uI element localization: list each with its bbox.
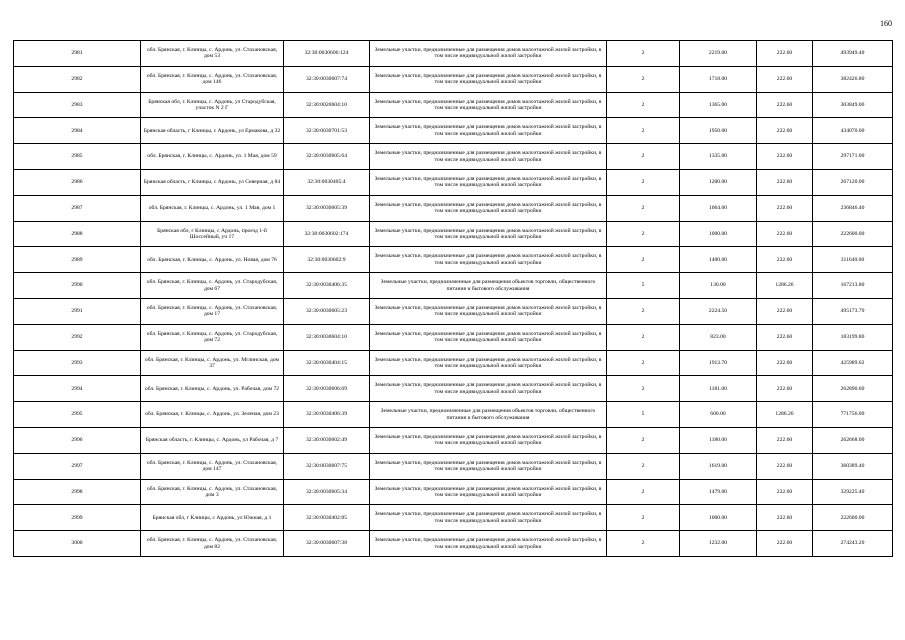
rate-cell: 222.60 xyxy=(757,531,813,557)
group-cell: 2 xyxy=(607,41,680,67)
table-row xyxy=(14,324,893,350)
rate-cell: 1286.26 xyxy=(757,273,813,299)
address-cell: обл. Брянская, г. Клинцы, с. Ардонь, ул. Мглинская, дом 37 xyxy=(141,350,284,376)
group-cell: 2 xyxy=(607,427,680,453)
area-cell: 2219.00 xyxy=(680,41,757,67)
group-cell: 2 xyxy=(607,479,680,505)
group-cell: 2 xyxy=(607,92,680,118)
table-row xyxy=(14,66,893,92)
table-row xyxy=(14,118,893,144)
address-cell: Брянская область, г. Клинцы, с. Ардонь, ул Рабочая, д 7 xyxy=(141,427,284,453)
rate-cell: 222.60 xyxy=(757,169,813,195)
row-number-cell: 2996 xyxy=(14,427,141,453)
address-cell: обл. Брянская, г. Клинцы, с. Ардонь, ул. Рабочая, дом 72 xyxy=(141,376,284,402)
cadastral-number-cell: 32:30:0030404:15 xyxy=(284,350,370,376)
land-use-cell: Земельные участки, предназначенные для размещения домов малоэтажной жилой застройки, в том числе индивидуальной жилой застройки xyxy=(370,531,607,557)
land-use-cell: Земельные участки, предназначенные для размещения домов малоэтажной жилой застройки, в том числе индивидуальной жилой застройки xyxy=(370,298,607,324)
group-cell: 2 xyxy=(607,195,680,221)
table-row xyxy=(14,298,893,324)
table-row xyxy=(14,531,893,557)
group-cell: 5 xyxy=(607,402,680,428)
address-cell: обл. Брянская, г. Клинцы, с. Ардонь, ул. Стахановская, дом 82 xyxy=(141,531,284,557)
cadastral-value-cell: 274243.20 xyxy=(813,531,893,557)
table-row xyxy=(14,505,893,531)
row-number-cell: 2994 xyxy=(14,376,141,402)
row-number-cell: 2986 xyxy=(14,169,141,195)
table-row xyxy=(14,144,893,170)
land-use-cell: Земельные участки, предназначенные для размещения объектов торговли, общественного питания и бытового обслуживания xyxy=(370,402,607,428)
address-cell: обл. Брянская, г. Клинцы, с. Ардонь, ул. Новая, дом 76 xyxy=(141,247,284,273)
row-number-cell: 2990 xyxy=(14,273,141,299)
rate-cell: 222.60 xyxy=(757,427,813,453)
area-cell: 1181.00 xyxy=(680,376,757,402)
cadastral-value-cell: 382426.80 xyxy=(813,66,893,92)
address-cell: обл. Брянская, г. Клинцы, с. Ардонь, ул. Стахановская, дом 146 xyxy=(141,66,284,92)
rate-cell: 1286.26 xyxy=(757,402,813,428)
address-cell: обл. Брянская, г. Клинцы, с. Ардонь, ул. Зеленая, дом 23 xyxy=(141,402,284,428)
rate-cell: 222.60 xyxy=(757,118,813,144)
row-number-cell: 2983 xyxy=(14,92,141,118)
row-number-cell: 2985 xyxy=(14,144,141,170)
cadastral-number-cell: 32:30:0030602:174 xyxy=(284,221,370,247)
table-row xyxy=(14,376,893,402)
area-cell: 1000.00 xyxy=(680,505,757,531)
row-number-cell: 2991 xyxy=(14,298,141,324)
cadastral-number-cell: 32:30:0030607:38 xyxy=(284,531,370,557)
rate-cell: 222.60 xyxy=(757,195,813,221)
area-cell: 1400.00 xyxy=(680,247,757,273)
group-cell: 2 xyxy=(607,350,680,376)
area-cell: 1913.70 xyxy=(680,350,757,376)
land-use-cell: Земельные участки, предназначенные для размещения домов малоэтажной жилой застройки, в том числе индивидуальной жилой застройки xyxy=(370,221,607,247)
land-use-cell: Земельные участки, предназначенные для размещения домов малоэтажной жилой застройки, в том числе индивидуальной жилой застройки xyxy=(370,118,607,144)
area-cell: 823.00 xyxy=(680,324,757,350)
rate-cell: 222.60 xyxy=(757,221,813,247)
group-cell: 2 xyxy=(607,453,680,479)
cadastral-value-cell: 167213.80 xyxy=(813,273,893,299)
group-cell: 2 xyxy=(607,66,680,92)
address-cell: обл. Брянская, г. Клинцы, с. Ардонь, ул. Стахановская, дом 3 xyxy=(141,479,284,505)
table-row xyxy=(14,221,893,247)
rate-cell: 222.60 xyxy=(757,298,813,324)
row-number-cell: 2999 xyxy=(14,505,141,531)
address-cell: Брянская обл, г Клинцы, с Ардонь, проезд 1-й Шоссейный, уч 17 xyxy=(141,221,284,247)
land-use-cell: Земельные участки, предназначенные для размещения домов малоэтажной жилой застройки, в том числе индивидуальной жилой застройки xyxy=(370,324,607,350)
area-cell: 2224.50 xyxy=(680,298,757,324)
area-cell: 1180.00 xyxy=(680,427,757,453)
table-row xyxy=(14,41,893,67)
land-use-cell: Земельные участки, предназначенные для размещения домов малоэтажной жилой застройки, в том числе индивидуальной жилой застройки xyxy=(370,505,607,531)
land-use-cell: Земельные участки, предназначенные для размещения домов малоэтажной жилой застройки, в том числе индивидуальной жилой застройки xyxy=(370,144,607,170)
cadastral-value-cell: 267120.00 xyxy=(813,169,893,195)
cadastral-value-cell: 329225.40 xyxy=(813,479,893,505)
land-use-cell: Земельные участки, предназначенные для размещения домов малоэтажной жилой застройки, в том числе индивидуальной жилой застройки xyxy=(370,453,607,479)
address-cell: Брянская обл, г Клинцы, с Ардонь, ул Южная, д 1 xyxy=(141,505,284,531)
cadastral-value-cell: 183199.80 xyxy=(813,324,893,350)
row-number-cell: 2981 xyxy=(14,41,141,67)
cadastral-number-cell: 32:30:0030605:64 xyxy=(284,144,370,170)
row-number-cell: 2997 xyxy=(14,453,141,479)
rate-cell: 222.60 xyxy=(757,505,813,531)
address-cell: Брянская область, г Клинцы, с Ардонь, ул Северная, д 84 xyxy=(141,169,284,195)
area-cell: 1479.00 xyxy=(680,479,757,505)
cadastral-number-cell: 32:30:0030605:23 xyxy=(284,298,370,324)
table-row xyxy=(14,273,893,299)
table-row xyxy=(14,402,893,428)
rate-cell: 222.60 xyxy=(757,376,813,402)
cadastral-value-cell: 303849.00 xyxy=(813,92,893,118)
cadastral-number-cell: 32:30:0030406:35 xyxy=(284,273,370,299)
page-number: 160 xyxy=(880,19,892,28)
cadastral-value-cell: 222600.00 xyxy=(813,505,893,531)
land-use-cell: Земельные участки, предназначенные для размещения домов малоэтажной жилой застройки, в том числе индивидуальной жилой застройки xyxy=(370,427,607,453)
row-number-cell: 2989 xyxy=(14,247,141,273)
cadastral-value-cell: 425989.62 xyxy=(813,350,893,376)
land-use-cell: Земельные участки, предназначенные для размещения домов малоэтажной жилой застройки, в том числе индивидуальной жилой застройки xyxy=(370,195,607,221)
area-cell: 1365.00 xyxy=(680,92,757,118)
address-cell: обл. Брянская, г. Клинцы, с. Ардонь, ул. Стародубская, дом 72 xyxy=(141,324,284,350)
cadastral-value-cell: 771756.00 xyxy=(813,402,893,428)
cadastral-number-cell: 32:30:0020604:10 xyxy=(284,92,370,118)
cadastral-number-cell: 32:30:0030605:39 xyxy=(284,195,370,221)
rate-cell: 222.60 xyxy=(757,324,813,350)
table-row xyxy=(14,350,893,376)
area-cell: 1064.00 xyxy=(680,195,757,221)
cadastral-value-cell: 360389.40 xyxy=(813,453,893,479)
row-number-cell: 2993 xyxy=(14,350,141,376)
table-row xyxy=(14,453,893,479)
cadastral-value-cell: 236846.40 xyxy=(813,195,893,221)
cadastral-value-cell: 222600.00 xyxy=(813,221,893,247)
rate-cell: 222.60 xyxy=(757,41,813,67)
cadastral-number-cell: 32:30:0030606:69 xyxy=(284,376,370,402)
table-row xyxy=(14,169,893,195)
rate-cell: 222.60 xyxy=(757,92,813,118)
cadastral-number-cell: 32:30:0030701:53 xyxy=(284,118,370,144)
area-cell: 1200.00 xyxy=(680,169,757,195)
land-use-cell: Земельные участки, предназначенные для размещения домов малоэтажной жилой застройки, в том числе индивидуальной жилой застройки xyxy=(370,66,607,92)
table-body xyxy=(14,41,893,557)
land-use-cell: Земельные участки, предназначенные для размещения домов малоэтажной жилой застройки, в том числе индивидуальной жилой застройки xyxy=(370,247,607,273)
rate-cell: 222.60 xyxy=(757,479,813,505)
land-use-cell: Земельные участки, предназначенные для размещения домов малоэтажной жилой застройки, в том числе индивидуальной жилой застройки xyxy=(370,92,607,118)
table-row xyxy=(14,92,893,118)
land-use-cell: Земельные участки, предназначенные для размещения домов малоэтажной жилой застройки, в том числе индивидуальной жилой застройки xyxy=(370,479,607,505)
group-cell: 2 xyxy=(607,505,680,531)
cadastral-value-cell: 297171.00 xyxy=(813,144,893,170)
area-cell: 1619.00 xyxy=(680,453,757,479)
cadastral-number-cell: 32:30:0030607:75 xyxy=(284,453,370,479)
group-cell: 2 xyxy=(607,221,680,247)
group-cell: 5 xyxy=(607,273,680,299)
rate-cell: 222.60 xyxy=(757,350,813,376)
area-cell: 1718.00 xyxy=(680,66,757,92)
rate-cell: 222.60 xyxy=(757,453,813,479)
cadastral-number-cell: 32:30:0030607:74 xyxy=(284,66,370,92)
rate-cell: 222.60 xyxy=(757,247,813,273)
area-cell: 1000.00 xyxy=(680,221,757,247)
rate-cell: 222.60 xyxy=(757,144,813,170)
row-number-cell: 2984 xyxy=(14,118,141,144)
area-cell: 600.00 xyxy=(680,402,757,428)
land-registry-table xyxy=(13,40,893,557)
group-cell: 2 xyxy=(607,169,680,195)
cadastral-value-cell: 493949.40 xyxy=(813,41,893,67)
address-cell: обл. Брянская, г. Клинцы, с. Ардонь, ул. Стародубская, дом 67 xyxy=(141,273,284,299)
cadastral-number-cell: 32:30:0030606:124 xyxy=(284,41,370,67)
group-cell: 2 xyxy=(607,144,680,170)
cadastral-number-cell: 32:30:0030602:9 xyxy=(284,247,370,273)
area-cell: 1335.00 xyxy=(680,144,757,170)
table-row xyxy=(14,247,893,273)
area-cell: 1232.00 xyxy=(680,531,757,557)
land-use-cell: Земельные участки, предназначенные для размещения домов малоэтажной жилой застройки, в том числе индивидуальной жилой застройки xyxy=(370,350,607,376)
cadastral-number-cell: 32:30:0030605:34 xyxy=(284,479,370,505)
address-cell: обл. Брянская, г. Клинцы, с. Ардонь, ул. Стахановская, дом 147 xyxy=(141,453,284,479)
address-cell: обл. Брянская, г. Клинцы, с. Ардонь, ул. Стахановская, дом 17 xyxy=(141,298,284,324)
group-cell: 2 xyxy=(607,376,680,402)
address-cell: обл. Брянская, г. Клинцы, с. Ардонь, ул. Стахановская, дом 53 xyxy=(141,41,284,67)
row-number-cell: 2998 xyxy=(14,479,141,505)
group-cell: 2 xyxy=(607,247,680,273)
row-number-cell: 2988 xyxy=(14,221,141,247)
cadastral-value-cell: 434070.00 xyxy=(813,118,893,144)
cadastral-number-cell: 32:30:0030602:49 xyxy=(284,427,370,453)
row-number-cell: 3000 xyxy=(14,531,141,557)
address-cell: обл. Брянская, г. Клинцы, с. Ардонь, ул. 1 Мая, дом 59 xyxy=(141,144,284,170)
row-number-cell: 2987 xyxy=(14,195,141,221)
table-row xyxy=(14,427,893,453)
cadastral-number-cell: 32:30:0030406:39 xyxy=(284,402,370,428)
row-number-cell: 2992 xyxy=(14,324,141,350)
group-cell: 2 xyxy=(607,118,680,144)
address-cell: обл. Брянская, г. Клинцы, с. Ардонь, ул. 1 Мая, дом 1 xyxy=(141,195,284,221)
land-use-cell: Земельные участки, предназначенные для размещения объектов торговли, общественного питания и бытового обслуживания xyxy=(370,273,607,299)
rate-cell: 222.60 xyxy=(757,66,813,92)
cadastral-number-cell: 32:30:0030604:10 xyxy=(284,324,370,350)
area-cell: 130.00 xyxy=(680,273,757,299)
cadastral-number-cell: 32:30:0030405:4 xyxy=(284,169,370,195)
area-cell: 1950.00 xyxy=(680,118,757,144)
cadastral-value-cell: 262668.00 xyxy=(813,427,893,453)
row-number-cell: 2982 xyxy=(14,66,141,92)
address-cell: Брянская обл, г. Клинцы, с. Ардонь, ул Стародубская, участок N 2 Г xyxy=(141,92,284,118)
cadastral-number-cell: 32:30:0030402:85 xyxy=(284,505,370,531)
cadastral-value-cell: 311640.00 xyxy=(813,247,893,273)
group-cell: 2 xyxy=(607,531,680,557)
table-row xyxy=(14,195,893,221)
address-cell: Брянская область, г Клинцы, с Ардонь, ул Ермакова, д 32 xyxy=(141,118,284,144)
land-use-cell: Земельные участки, предназначенные для размещения домов малоэтажной жилой застройки, в том числе индивидуальной жилой застройки xyxy=(370,41,607,67)
group-cell: 2 xyxy=(607,298,680,324)
row-number-cell: 2995 xyxy=(14,402,141,428)
group-cell: 2 xyxy=(607,324,680,350)
land-use-cell: Земельные участки, предназначенные для размещения домов малоэтажной жилой застройки, в том числе индивидуальной жилой застройки xyxy=(370,169,607,195)
cadastral-value-cell: 262890.60 xyxy=(813,376,893,402)
table-row xyxy=(14,479,893,505)
land-use-cell: Земельные участки, предназначенные для размещения домов малоэтажной жилой застройки, в том числе индивидуальной жилой застройки xyxy=(370,376,607,402)
cadastral-value-cell: 495173.70 xyxy=(813,298,893,324)
